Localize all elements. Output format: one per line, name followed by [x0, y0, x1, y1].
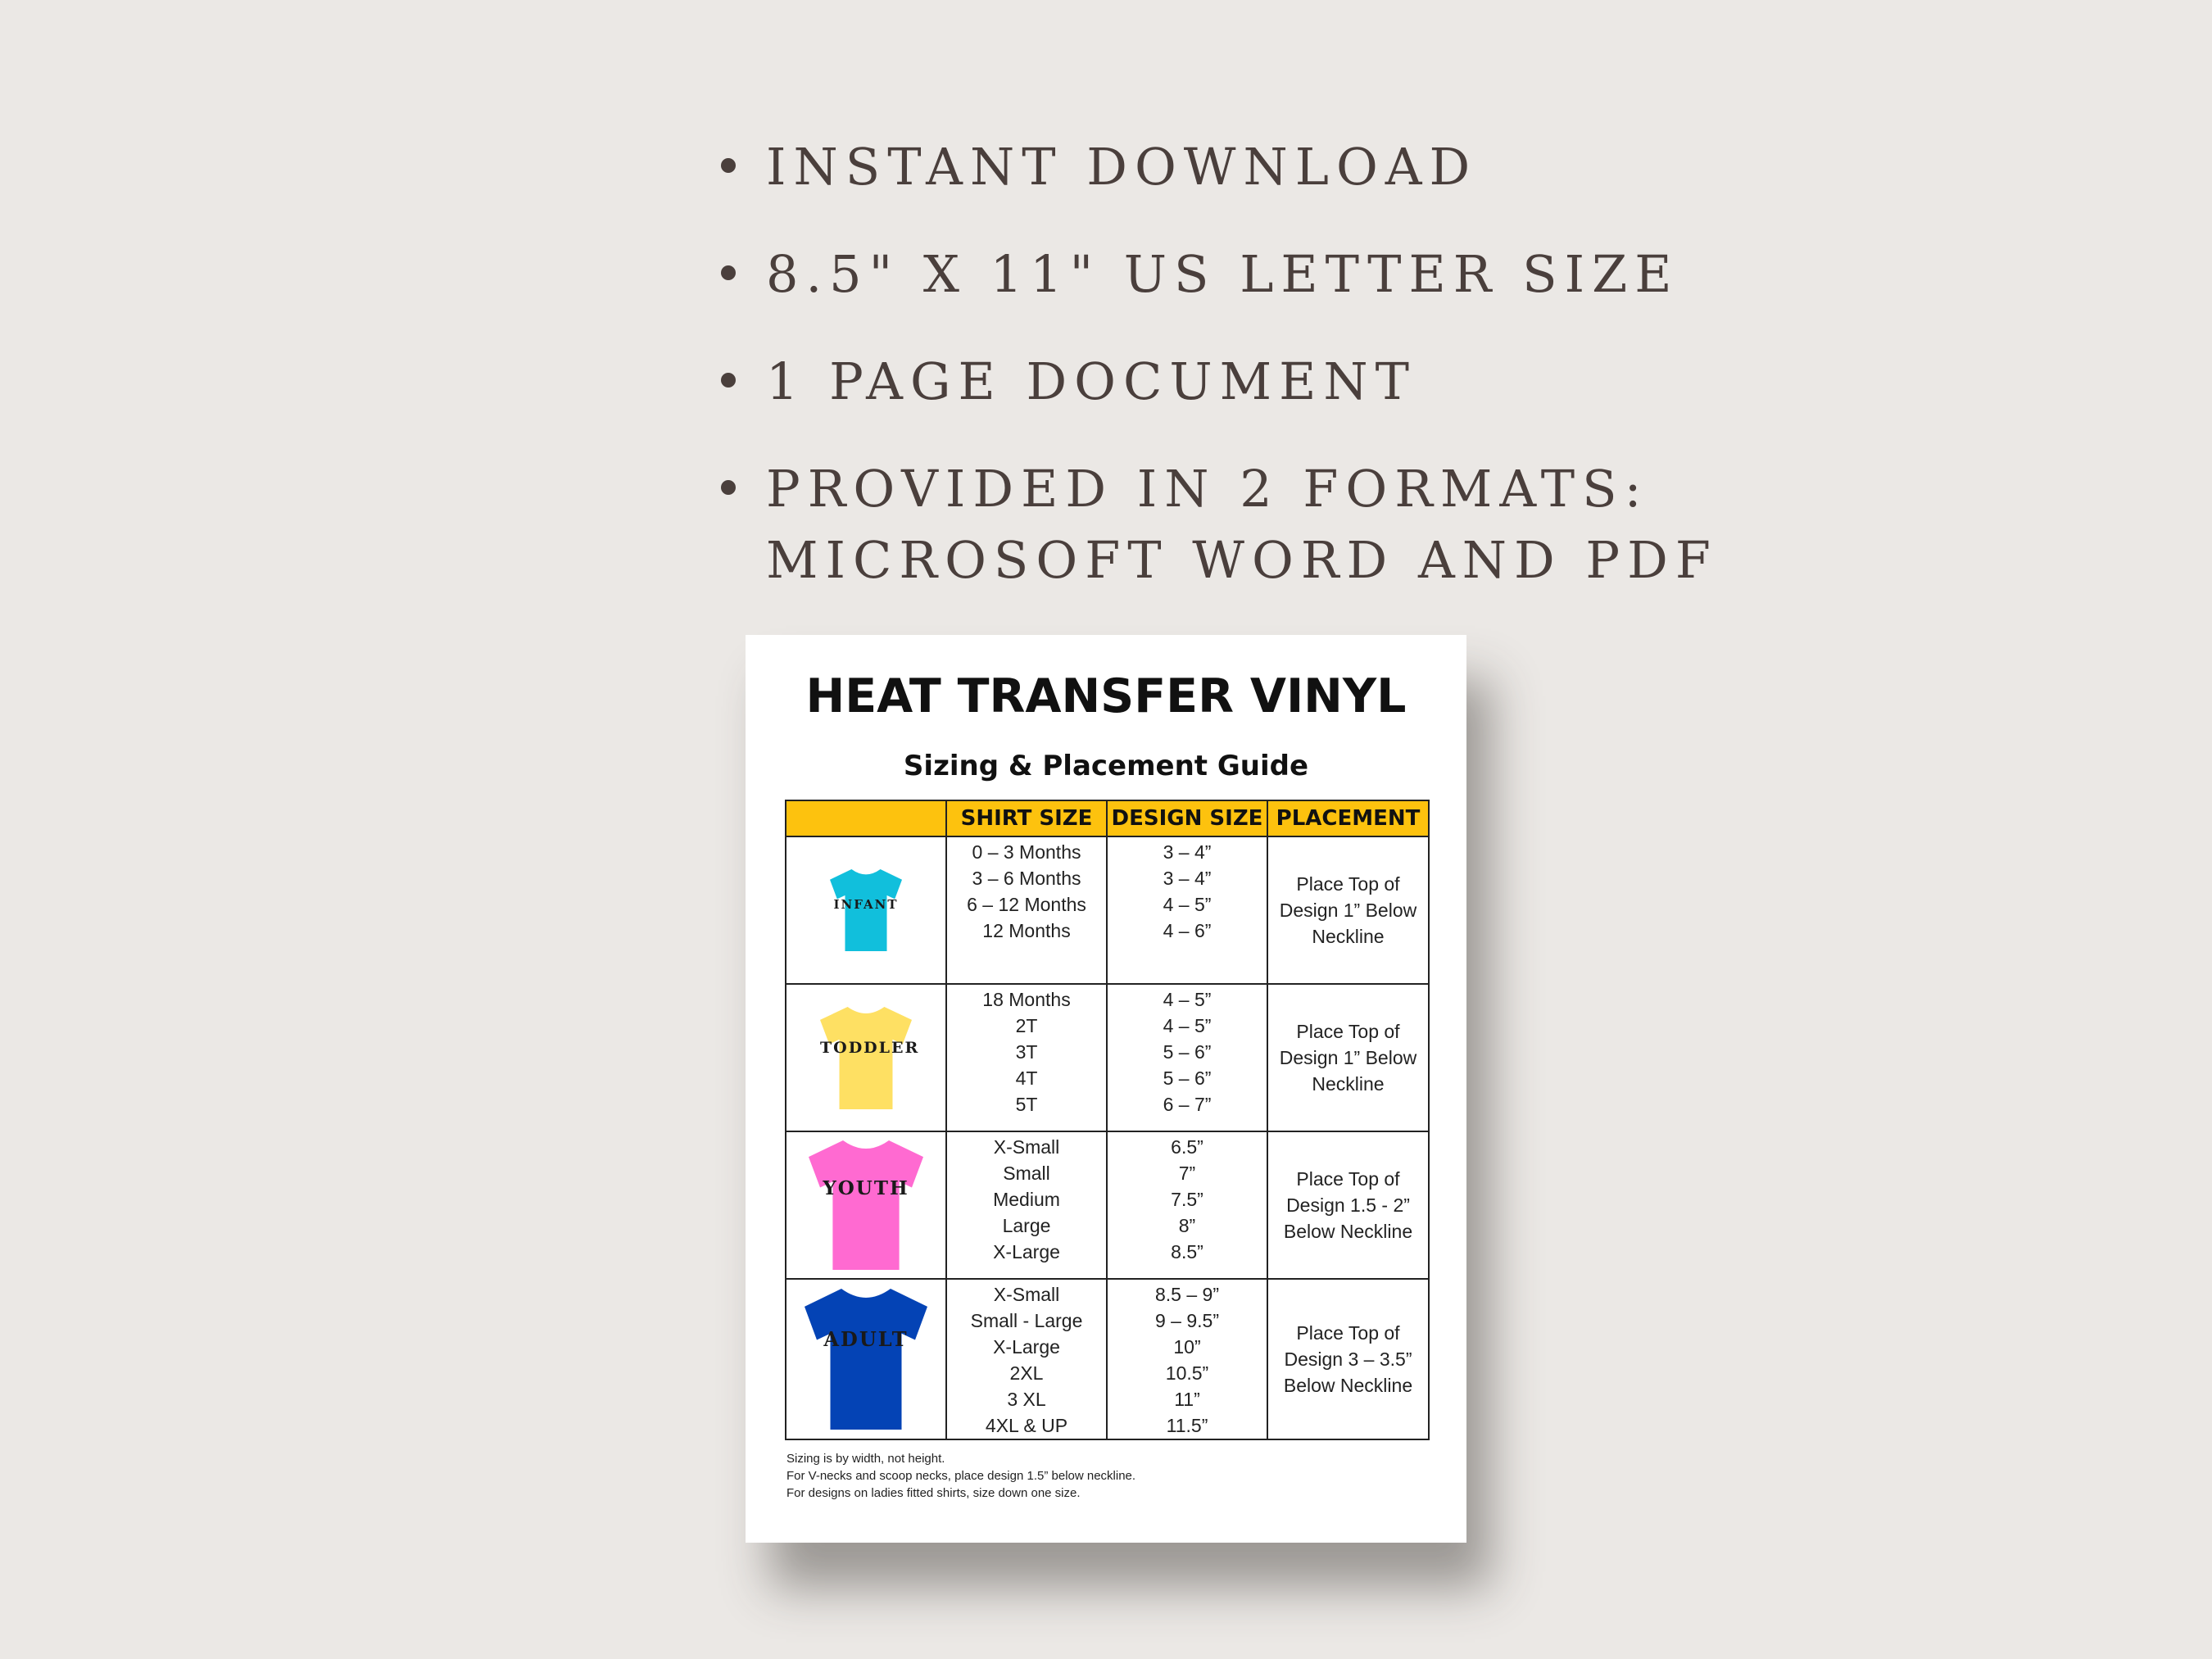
document-title: HEAT TRANSFER VINYL — [805, 669, 1407, 723]
table-row — [786, 836, 1429, 984]
shirt-size: X-Small — [993, 1284, 1060, 1305]
shirt-size: 5T — [1015, 1094, 1038, 1115]
placement-cell — [1267, 1279, 1429, 1439]
feature-item — [721, 238, 1950, 310]
design-size: 5 – 6” — [1163, 1041, 1212, 1063]
bullet-icon — [721, 265, 736, 280]
footnote: For V-necks and scoop necks, place design 1.5” below neckline. — [786, 1469, 1136, 1483]
design-size: 4 – 5” — [1163, 1015, 1212, 1036]
placement-text: Design 1.5 - 2” — [1286, 1194, 1410, 1216]
table-row — [786, 1131, 1429, 1279]
shirt-size: 3 – 6 Months — [972, 868, 1081, 889]
design-size-cell — [1107, 1279, 1267, 1439]
placement-text: Place Top of — [1296, 1021, 1400, 1042]
shirt-size: X-Large — [993, 1336, 1060, 1358]
feature-text: INSTANT DOWNLOAD — [766, 137, 1478, 197]
placement-text: Neckline — [1312, 1073, 1385, 1095]
design-size: 7” — [1178, 1163, 1196, 1184]
design-size: 10.5” — [1165, 1362, 1209, 1384]
header-shirt-size: SHIRT SIZE — [946, 800, 1107, 836]
tshirt-icon — [820, 1007, 920, 1109]
feature-item — [721, 131, 1950, 202]
placement-text: Below Neckline — [1283, 1221, 1413, 1242]
shirt-size: 3T — [1015, 1041, 1038, 1063]
header-design-size: DESIGN SIZE — [1107, 800, 1267, 836]
tshirt-icon — [805, 1289, 927, 1430]
bullet-icon — [721, 373, 736, 388]
feature-item — [721, 346, 1950, 417]
tshirt-icon — [809, 1140, 923, 1270]
shirt-cell — [786, 984, 946, 1131]
shirt-size: 12 Months — [982, 920, 1071, 941]
bullet-icon — [721, 480, 736, 495]
shirt-size: Large — [1002, 1215, 1051, 1236]
shirt-cell — [786, 1279, 946, 1439]
shirt-size-cell — [946, 1279, 1107, 1439]
table-row — [786, 1279, 1429, 1439]
feature-text: 1 PAGE DOCUMENT — [766, 351, 1417, 411]
shirt-size: Medium — [993, 1189, 1060, 1210]
design-size: 8.5” — [1171, 1241, 1203, 1262]
design-size: 5 – 6” — [1163, 1067, 1212, 1089]
shirt-size: X-Large — [993, 1241, 1060, 1262]
design-size: 4 – 5” — [1163, 989, 1212, 1010]
shirt-size: 2XL — [1009, 1362, 1044, 1384]
feature-text-continued: MICROSOFT WORD AND PDF — [766, 530, 1718, 590]
bullet-icon — [721, 158, 736, 173]
shirt-label: YOUTH — [823, 1177, 909, 1199]
shirt-size: 18 Months — [982, 989, 1071, 1010]
placement-text: Neckline — [1312, 926, 1385, 947]
placement-cell — [1267, 1131, 1429, 1279]
shirt-size: Small - Large — [970, 1310, 1083, 1331]
shirt-cell — [786, 1131, 946, 1279]
table-row — [786, 984, 1429, 1131]
placement-text: Design 1” Below — [1279, 900, 1417, 921]
placement-text: Below Neckline — [1283, 1375, 1413, 1396]
shirt-size: 2T — [1015, 1015, 1038, 1036]
design-size-cell — [1107, 984, 1267, 1131]
shirt-size-cell — [946, 836, 1107, 984]
feature-text: PROVIDED IN 2 FORMATS: — [766, 459, 1649, 519]
design-size: 9 – 9.5” — [1155, 1310, 1219, 1331]
placement-cell — [1267, 836, 1429, 984]
design-size: 8.5 – 9” — [1155, 1284, 1219, 1305]
shirt-label: TODDLER — [820, 1038, 920, 1057]
footnote: Sizing is by width, not height. — [786, 1452, 945, 1466]
feature-list — [721, 131, 1950, 632]
shirt-size-cell — [946, 1131, 1107, 1279]
document-subtitle: Sizing & Placement Guide — [903, 750, 1309, 782]
placement-text: Design 1” Below — [1279, 1047, 1417, 1068]
placement-text: Design 3 – 3.5” — [1284, 1349, 1412, 1370]
design-size: 7.5” — [1171, 1189, 1203, 1210]
design-size: 8” — [1178, 1215, 1196, 1236]
feature-text: 8.5" X 11" US LETTER SIZE — [766, 244, 1679, 304]
shirt-size-cell — [946, 984, 1107, 1131]
placement-cell — [1267, 984, 1429, 1131]
document-preview — [746, 635, 1466, 1543]
shirt-size: Small — [1003, 1163, 1050, 1184]
shirt-size: 0 – 3 Months — [972, 841, 1081, 863]
design-size: 4 – 6” — [1163, 920, 1212, 941]
design-size: 11.5” — [1166, 1415, 1208, 1436]
placement-text: Place Top of — [1296, 873, 1400, 895]
design-size: 3 – 4” — [1163, 841, 1212, 863]
table-header-row — [786, 800, 1429, 836]
placement-text: Place Top of — [1296, 1168, 1400, 1190]
placement-text: Place Top of — [1296, 1322, 1400, 1344]
footnotes — [786, 1450, 1135, 1502]
shirt-size: 3 XL — [1007, 1389, 1046, 1410]
shirt-size: 6 – 12 Months — [967, 894, 1086, 915]
design-size-cell — [1107, 1131, 1267, 1279]
design-size: 6.5” — [1171, 1136, 1203, 1158]
footnote: For designs on ladies fitted shirts, size down one size. — [786, 1486, 1081, 1500]
shirt-size: X-Small — [993, 1136, 1060, 1158]
tshirt-icon — [830, 869, 902, 951]
header-placement: PLACEMENT — [1267, 800, 1429, 836]
design-size-cell — [1107, 836, 1267, 984]
shirt-label: INFANT — [833, 897, 899, 912]
shirt-size: 4T — [1015, 1067, 1038, 1089]
design-size: 6 – 7” — [1163, 1094, 1212, 1115]
feature-item — [721, 453, 1950, 596]
shirt-size: 4XL & UP — [985, 1415, 1068, 1436]
design-size: 4 – 5” — [1163, 894, 1212, 915]
header-blank — [786, 800, 946, 836]
shirt-cell — [786, 836, 946, 984]
design-size: 10” — [1173, 1336, 1201, 1358]
sizing-table — [785, 800, 1430, 1440]
design-size: 11” — [1174, 1389, 1200, 1410]
design-size: 3 – 4” — [1163, 868, 1212, 889]
shirt-label: ADULT — [823, 1327, 909, 1351]
